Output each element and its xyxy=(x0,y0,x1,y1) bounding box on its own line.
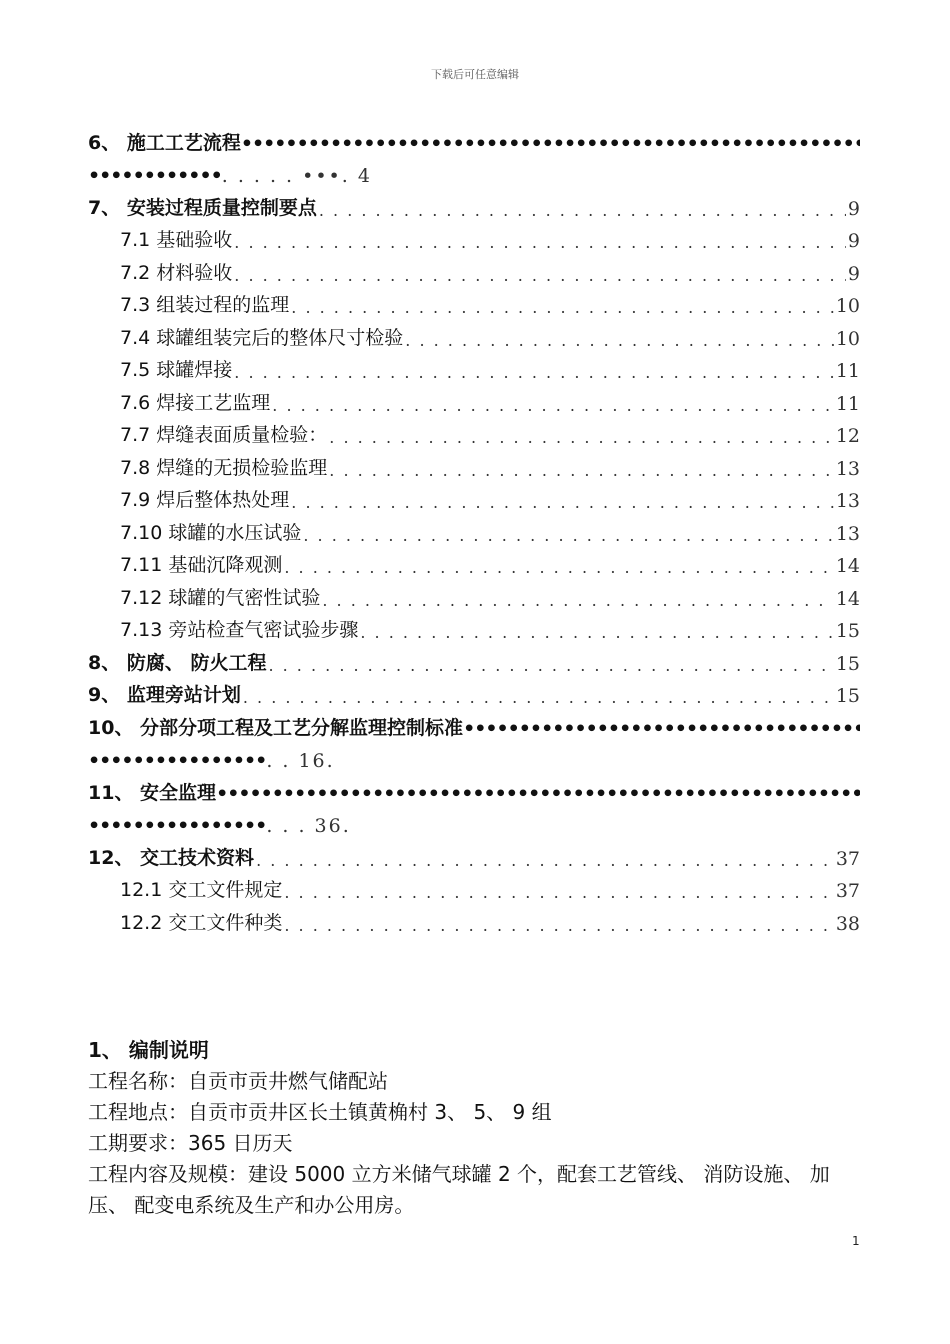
table-of-contents xyxy=(88,122,860,935)
toc-entry-label: 7.7 焊缝表面质量检验： xyxy=(120,424,328,446)
toc-dot-leader xyxy=(243,688,834,707)
toc-entry-label: 12、 交工技术资料 xyxy=(88,846,255,869)
toc-entry[interactable] xyxy=(88,870,860,903)
toc-entry[interactable] xyxy=(88,350,860,383)
schedule-line: 工期要求：365 日历天 xyxy=(88,1131,293,1155)
toc-entry-label: 7.2 材料验收 xyxy=(120,261,233,284)
toc-entry-page: 12 xyxy=(835,425,860,447)
toc-dot-leader xyxy=(216,783,860,805)
toc-dot-leader xyxy=(463,718,860,740)
toc-dot-leader xyxy=(303,526,833,545)
toc-entry-page: 37 xyxy=(835,847,860,870)
toc-dot-leader xyxy=(234,363,834,382)
toc-dot-leader xyxy=(234,266,846,285)
toc-dot-leader: •••••••••••• xyxy=(88,165,222,187)
toc-entry[interactable] xyxy=(88,285,860,318)
toc-dot-leader xyxy=(256,851,834,870)
toc-dot-leader xyxy=(241,133,860,155)
toc-dot-leader xyxy=(322,591,833,610)
toc-entry-page: 14 xyxy=(835,555,860,577)
toc-entry[interactable] xyxy=(88,382,860,415)
toc-dot-leader xyxy=(268,656,833,675)
toc-entry-page: 15 xyxy=(835,620,860,642)
toc-entry-label: 7、 安装过程质量控制要点 xyxy=(88,196,317,219)
toc-entry-page: 10 xyxy=(835,295,860,317)
toc-entry[interactable] xyxy=(88,707,860,740)
toc-dot-leader xyxy=(319,201,846,220)
toc-dot-leader: •••••••••••••••• xyxy=(88,750,267,772)
toc-dot-leader xyxy=(329,461,834,480)
toc-dot-leader xyxy=(284,883,833,902)
toc-entry[interactable] xyxy=(88,610,860,643)
toc-entry-page: 11 xyxy=(835,392,860,415)
toc-entry[interactable] xyxy=(88,187,860,220)
toc-entry-label: 9、 监理旁站计划 xyxy=(88,684,241,706)
project-name-line: 工程名称：自贡市贡井燃气储配站 xyxy=(88,1069,388,1093)
toc-entry-label: 7.4 球罐组装完后的整体尺寸检验 xyxy=(120,326,404,349)
section-title: 1、 编制说明 xyxy=(88,1038,209,1062)
toc-entry[interactable] xyxy=(88,577,860,610)
toc-dot-leader xyxy=(329,428,834,447)
toc-entry-page: . . . 36. xyxy=(266,815,351,837)
toc-entry-label: 7.9 焊后整体热处理 xyxy=(120,489,290,511)
toc-entry-label: 11、 安全监理 xyxy=(88,781,217,804)
toc-entry-continuation xyxy=(88,805,860,838)
toc-entry-label: 7.10 球罐的水压试验 xyxy=(120,521,302,544)
toc-entry-page: 11 xyxy=(835,360,860,382)
toc-entry-page: 9 xyxy=(847,262,860,285)
scope-line: 工程内容及规模：建设 5000 立方米储气球罐 2 个，配套工艺管线、 消防设施、 加压、 配变电系统及生产和办公用房。 xyxy=(88,1162,830,1217)
toc-entry-continuation xyxy=(88,155,860,188)
toc-entry-page: . . 16. xyxy=(266,750,335,772)
toc-entry-page: 37 xyxy=(835,880,860,902)
toc-entry-label: 10、 分部分项工程及工艺分解监理控制标准 xyxy=(88,716,464,739)
toc-entry[interactable] xyxy=(88,675,860,708)
toc-entry-page: 15 xyxy=(835,685,860,707)
toc-entry[interactable] xyxy=(88,447,860,480)
intro-section xyxy=(88,1035,863,1221)
toc-entry-label: 8、 防腐、 防火工程 xyxy=(88,651,267,674)
toc-entry-label: 6、 施工工艺流程 xyxy=(88,131,241,154)
toc-entry-continuation xyxy=(88,740,860,773)
toc-dot-leader xyxy=(234,233,846,252)
toc-dot-leader xyxy=(360,623,833,642)
toc-entry-page: 13 xyxy=(835,457,860,480)
toc-entry[interactable] xyxy=(88,642,860,675)
toc-dot-leader: •••••••••••••••• xyxy=(88,815,267,837)
toc-entry-label: 12.1 交工文件规定 xyxy=(120,879,283,901)
toc-entry-label: 7.13 旁站检查气密试验步骤 xyxy=(120,619,359,641)
toc-entry-page: 9 xyxy=(847,197,860,220)
toc-dot-leader xyxy=(291,298,834,317)
toc-dot-leader xyxy=(284,558,833,577)
toc-entry-page: 13 xyxy=(835,522,860,545)
toc-entry[interactable] xyxy=(88,545,860,578)
toc-dot-leader xyxy=(284,916,833,935)
toc-entry-label: 7.12 球罐的气密性试验 xyxy=(120,586,321,609)
page-number: 1 xyxy=(852,1234,860,1248)
toc-entry-label: 7.6 焊接工艺监理 xyxy=(120,391,271,414)
toc-dot-leader xyxy=(405,331,834,350)
toc-entry-label: 7.1 基础验收 xyxy=(120,229,233,251)
toc-entry[interactable] xyxy=(88,317,860,350)
toc-entry-page: 13 xyxy=(835,490,860,512)
toc-entry[interactable] xyxy=(88,772,860,805)
toc-entry-page: 9 xyxy=(847,230,860,252)
toc-entry[interactable] xyxy=(88,252,860,285)
toc-entry-page: . . . . . •••. 4 xyxy=(221,165,372,187)
toc-dot-leader xyxy=(291,493,834,512)
toc-entry-page: 10 xyxy=(835,327,860,350)
toc-entry-page: 38 xyxy=(835,912,860,935)
toc-entry-page: 15 xyxy=(835,652,860,675)
page-header: 下载后可任意编辑 xyxy=(431,68,519,81)
toc-entry-label: 7.8 焊缝的无损检验监理 xyxy=(120,456,328,479)
toc-entry[interactable] xyxy=(88,415,860,448)
toc-entry[interactable] xyxy=(88,122,860,155)
toc-entry-label: 7.5 球罐焊接 xyxy=(120,359,233,381)
toc-entry-label: 12.2 交工文件种类 xyxy=(120,911,283,934)
toc-entry[interactable] xyxy=(88,512,860,545)
toc-entry-page: 14 xyxy=(835,587,860,610)
toc-entry-label: 7.3 组装过程的监理 xyxy=(120,294,290,316)
toc-entry[interactable] xyxy=(88,220,860,253)
toc-dot-leader xyxy=(272,396,834,415)
toc-entry-label: 7.11 基础沉降观测 xyxy=(120,554,283,576)
toc-entry[interactable] xyxy=(88,902,860,935)
project-location-line: 工程地点：自贡市贡井区长土镇黄桷村 3、 5、 9 组 xyxy=(88,1100,552,1124)
toc-entry[interactable] xyxy=(88,837,860,870)
toc-entry[interactable] xyxy=(88,480,860,513)
